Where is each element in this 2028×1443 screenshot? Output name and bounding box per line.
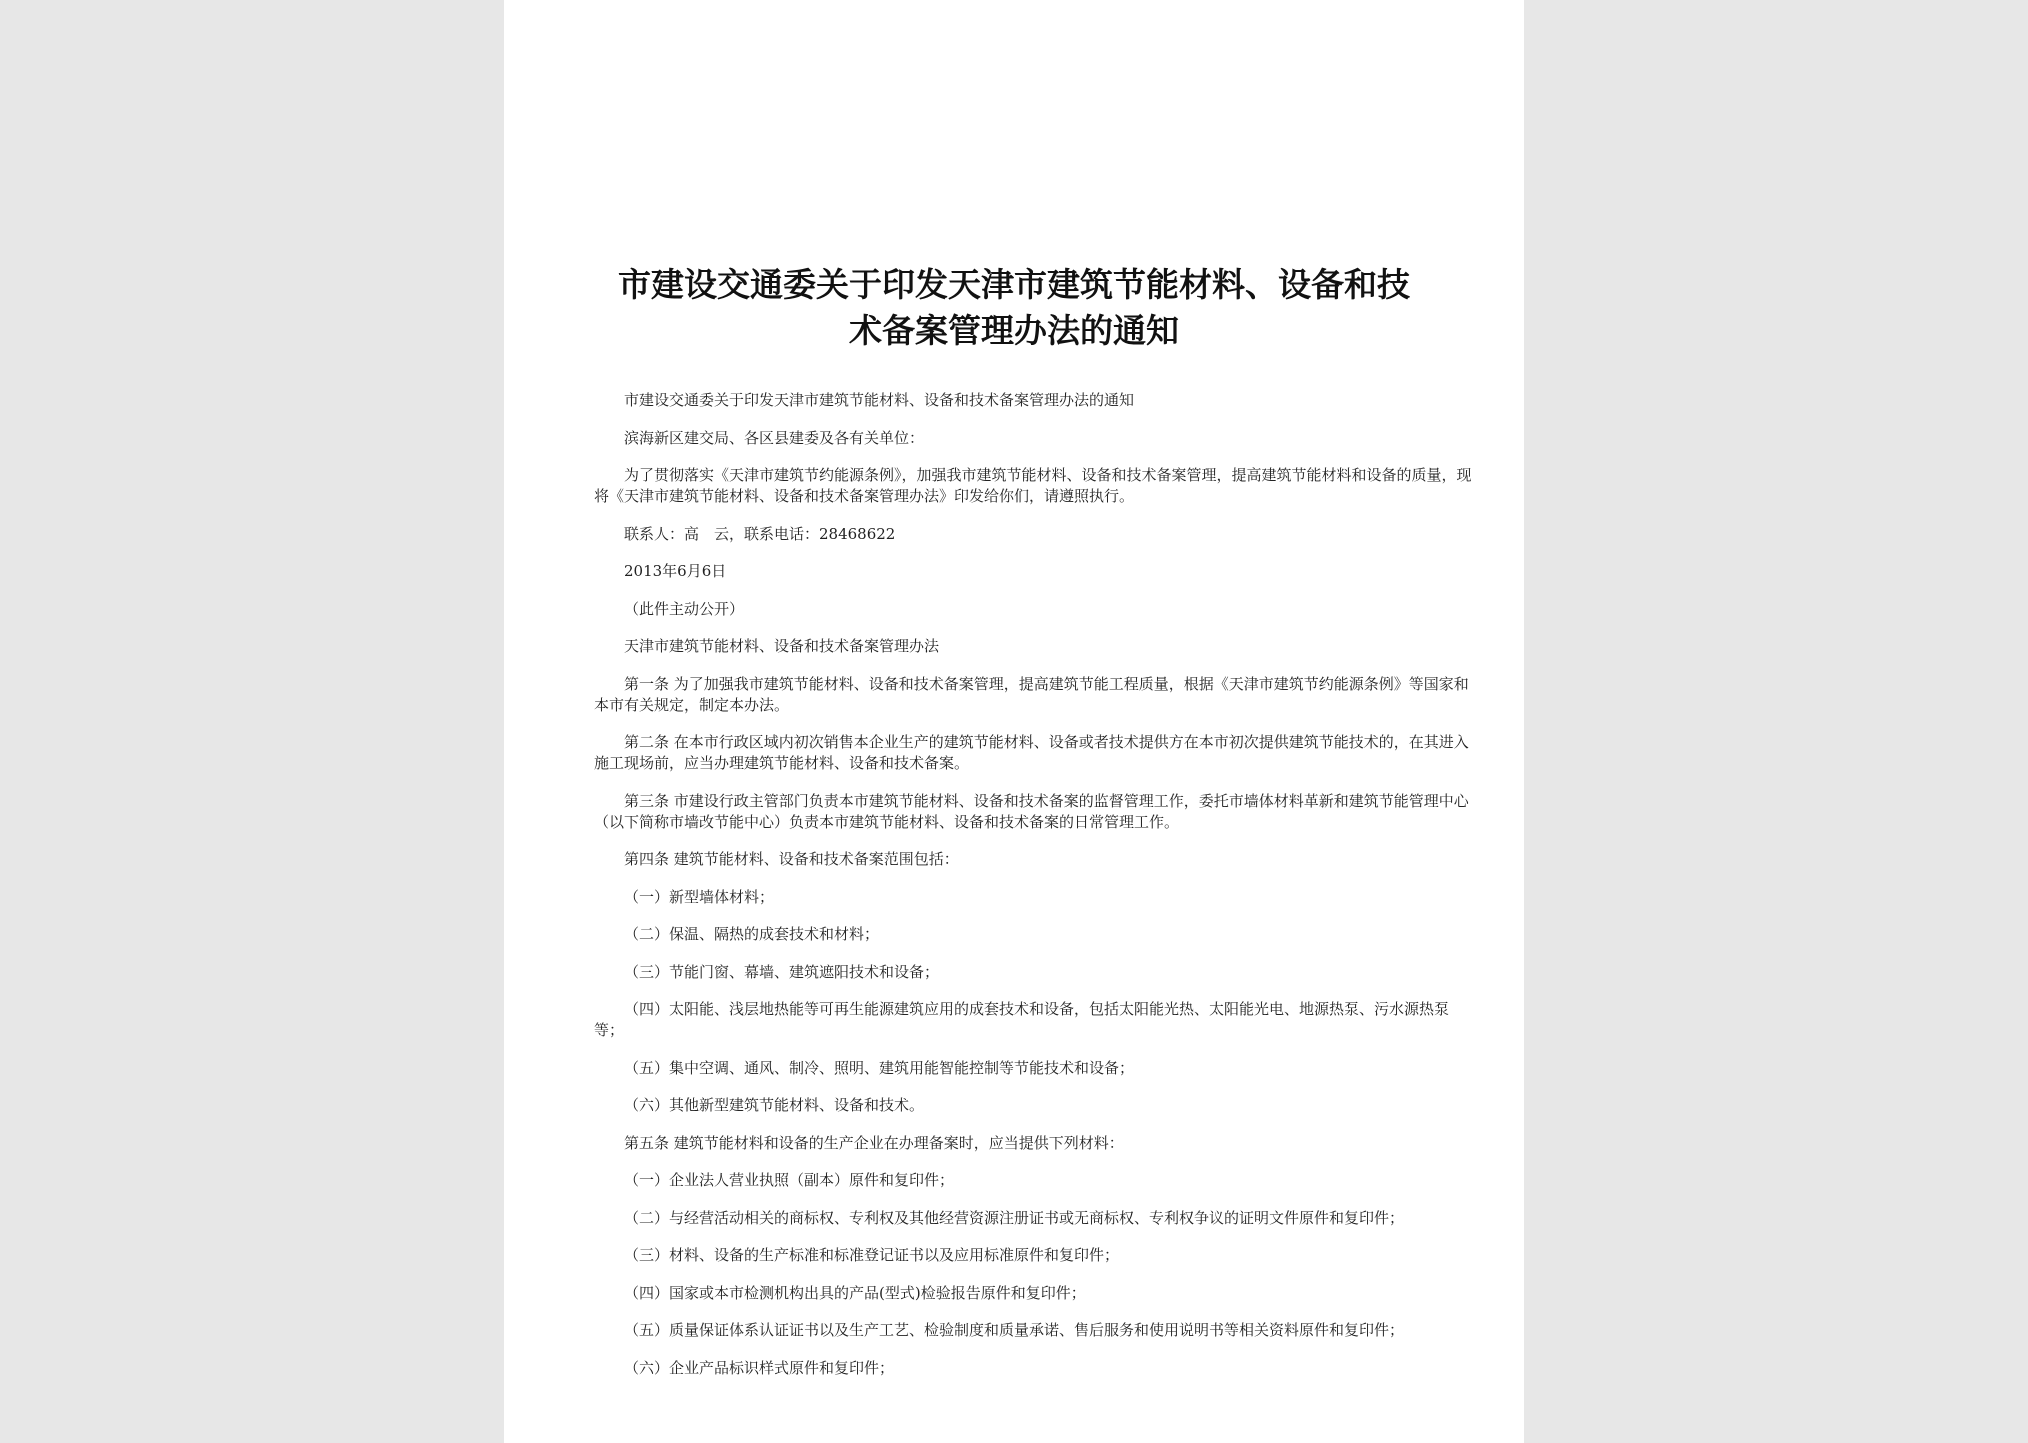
article-5-item-1: （一）企业法人营业执照（副本）原件和复印件； — [624, 1171, 955, 1189]
article-4-item-3: （三）节能门窗、幕墙、建筑遮阳技术和设备； — [624, 962, 940, 981]
document-title-line-2: 术备案管理办法的通知 — [849, 311, 1179, 350]
article-2: 第二条 在本市行政区域内初次销售本企业生产的建筑节能材料、设备或者技术提供方在本市初次提供建筑节能技术的，在其进入施工现场前，应当办理建筑节能材料、设备和技术备案。 — [594, 733, 1469, 772]
article-4-item-4: （四）太阳能、浅层地热能等可再生能源建筑应用的成套技术和设备，包括太阳能光热、太阳能光电、地源热泵、污水源热泵等； — [594, 1000, 1450, 1039]
document-title-line-1: 市建设交通委关于印发天津市建筑节能材料、设备和技 — [618, 265, 1410, 304]
contact-line: 联系人：高 云，联系电话：28468622 — [624, 524, 896, 543]
article-5: 第五条 建筑节能材料和设备的生产企业在办理备案时，应当提供下列材料： — [624, 1133, 1124, 1152]
article-4-item-1: （一）新型墙体材料； — [624, 887, 775, 906]
heading-repeat: 市建设交通委关于印发天津市建筑节能材料、设备和技术备案管理办法的通知 — [624, 391, 1135, 409]
article-5-item-4: （四）国家或本市检测机构出具的产品(型式)检验报告原件和复印件； — [624, 1283, 1086, 1302]
article-3: 第三条 市建设行政主管部门负责本市建筑节能材料、设备和技术备案的监督管理工作，委托市墙体材料革新和建筑节能管理中心（以下简称市墙改节能中心）负责本市建筑节能材料、设备和技术备案的日常管理工作。 — [594, 791, 1469, 831]
article-1: 第一条 为了加强我市建筑节能材料、设备和技术备案管理，提高建筑节能工程质量，根据《天津市建筑节约能源条例》等国家和本市有关规定，制定本办法。 — [594, 674, 1469, 714]
intro-paragraph: 为了贯彻落实《天津市建筑节约能源条例》，加强我市建筑节能材料、设备和技术备案管理，提高建筑节能材料和设备的质量，现将《天津市建筑节能材料、设备和技术备案管理办法》印发给你们，请遵照执行。 — [594, 466, 1472, 505]
article-5-item-5: （五）质量保证体系认证证书以及生产工艺、检验制度和质量承诺、售后服务和使用说明书等相关资料原件和复印件； — [624, 1321, 1405, 1339]
measures-title: 天津市建筑节能材料、设备和技术备案管理办法 — [624, 637, 940, 655]
document-page — [504, 0, 1524, 1443]
article-4-item-5: （五）集中空调、通风、制冷、照明、建筑用能智能控制等节能技术和设备； — [624, 1058, 1135, 1077]
document-body — [594, 390, 1476, 1395]
article-4-item-6: （六）其他新型建筑节能材料、设备和技术。 — [624, 1096, 925, 1114]
date-line: 2013年6月6日 — [624, 562, 727, 580]
article-4: 第四条 建筑节能材料、设备和技术备案范围包括： — [624, 850, 959, 868]
disclosure-note: （此件主动公开） — [624, 599, 745, 618]
article-4-item-2: （二）保温、隔热的成套技术和材料； — [624, 925, 880, 943]
article-5-item-6: （六）企业产品标识样式原件和复印件； — [624, 1358, 895, 1377]
document-title — [554, 262, 1474, 354]
article-5-item-2: （二）与经营活动相关的商标权、专利权及其他经营资源注册证书或无商标权、专利权争议的证明文件原件和复印件； — [624, 1208, 1405, 1227]
addressee: 滨海新区建交局、各区县建委及各有关单位： — [624, 428, 925, 447]
article-5-item-3: （三）材料、设备的生产标准和标准登记证书以及应用标准原件和复印件； — [624, 1246, 1120, 1264]
